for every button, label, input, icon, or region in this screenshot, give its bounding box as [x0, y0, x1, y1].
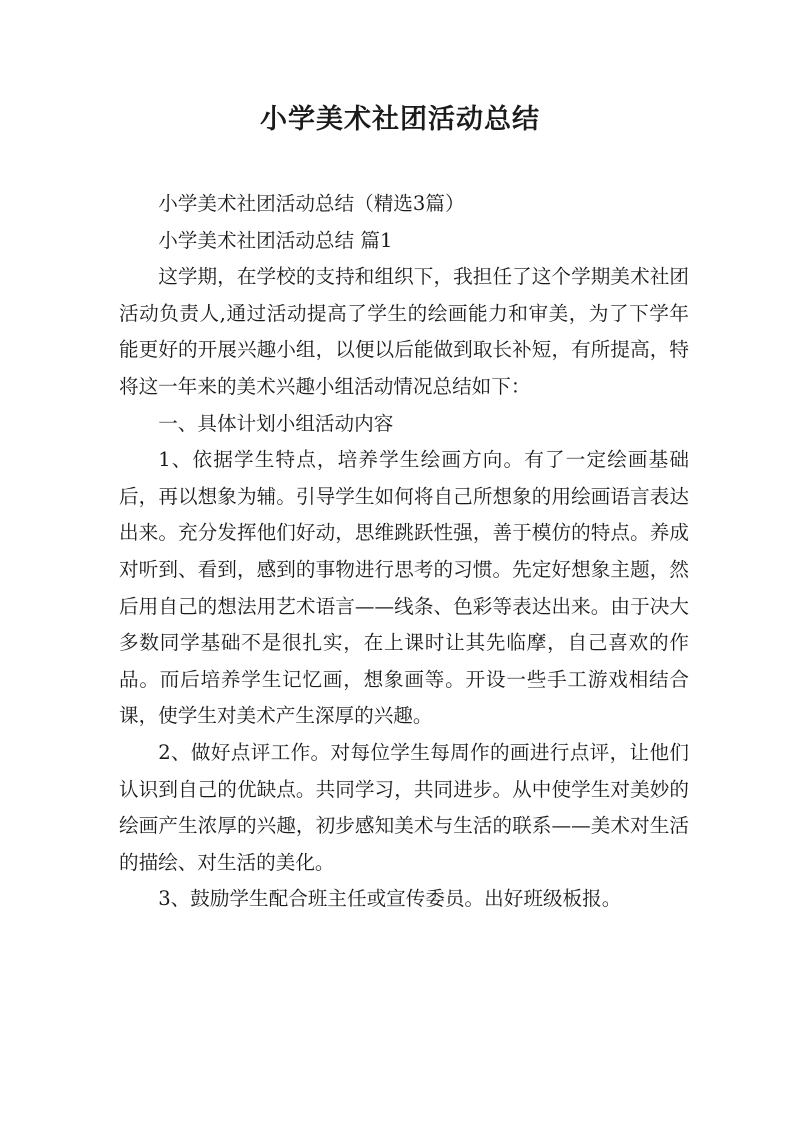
subsection-heading: 一、具体计划小组活动内容 [158, 411, 394, 435]
document-body [119, 186, 689, 918]
body-paragraph: 这学期，在学校的支持和组织下，我担任了这个学期美术社团活动负责人,通过活动提高了学生的绘画能力和审美，为了下学年能更好的开展兴趣小组，以便以后能做到取长补短，有所提高，特将这一年来的美术兴趣小组活动情况总结如下： [119, 265, 689, 398]
body-paragraph: 3、鼓励学生配合班主任或宣传委员。出好班级板报。 [158, 887, 622, 911]
body-paragraph: 1、依据学生特点，培养学生绘画方向。有了一定绘画基础后，再以想象为辅。引导学生如何将自己所想象的用绘画语言表达出来。充分发挥他们好动，思维跳跃性强，善于模仿的特点。养成对听到、看到，感到的事物进行思考的习惯。先定好想象主题，然后用自己的想法用艺术语言——线条、色彩等表达出来。由于决大多数同学基础不是很扎实，在上课时让其先临摩，自己喜欢的作品。而后培养学生记忆画，想象画等。开设一些手工游戏相结合课，使学生对美术产生深厚的兴趣。 [119, 448, 689, 728]
document-title: 小学美术社团活动总结 [260, 104, 540, 135]
body-paragraph: 2、做好点评工作。对每位学生每周作的画进行点评，让他们认识到自己的优缺点。共同学习，共同进步。从中使学生对美妙的绘画产生浓厚的兴趣，初步感知美术与生活的联系——美术对生活的描绘、对生活的美化。 [119, 740, 689, 874]
section-heading: 小学美术社团活动总结 篇1 [158, 228, 393, 252]
subtitle-paragraph: 小学美术社团活动总结（精选3篇） [158, 192, 465, 215]
